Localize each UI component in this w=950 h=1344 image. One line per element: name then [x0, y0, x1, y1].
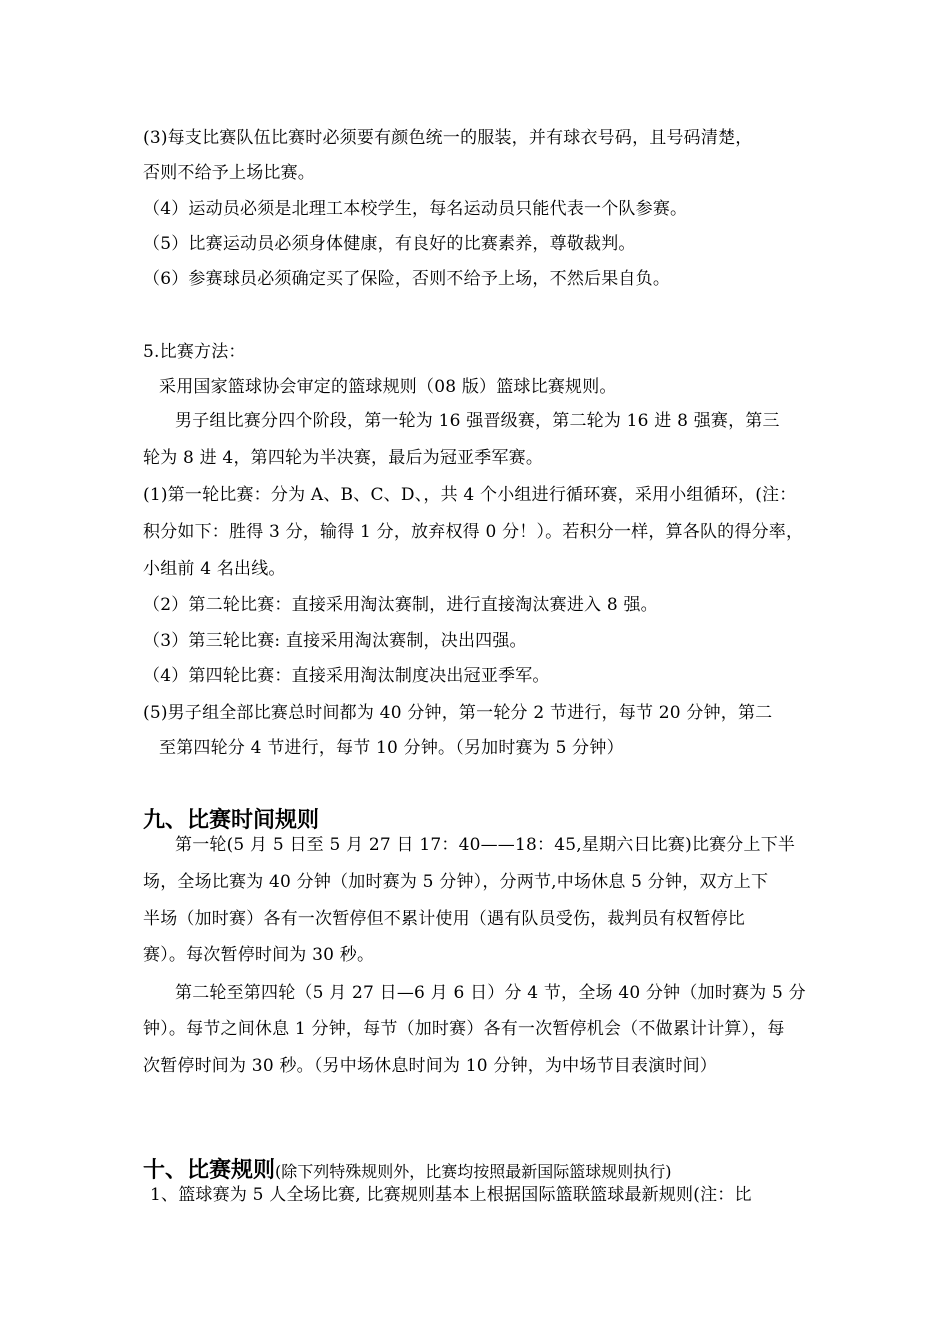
method-line-9: （4）第四轮比赛：直接采用淘汰制度决出冠亚季军。	[143, 666, 550, 686]
section-9-heading: 九、比赛时间规则	[143, 808, 320, 833]
method-line-1: 采用国家篮球协会审定的篮球规则（08 版）篮球比赛规则。	[159, 377, 617, 397]
time-rule-line-1: 第一轮(5 月 5 日至 5 月 27 日 17：40——18：45,星期六日比赛)比赛分上下半	[175, 835, 796, 855]
time-rule-line-2: 场，全场比赛为 40 分钟（加时赛为 5 分钟），分两节,中场休息 5 分钟，双方上下	[143, 872, 769, 892]
rule-line-3b: 否则不给予上场比赛。	[143, 163, 315, 183]
rule-line-6: （6）参赛球员必须确定买了保险，否则不给予上场，不然后果自负。	[143, 269, 671, 289]
time-rule-line-6: 钟）。每节之间休息 1 分钟，每节（加时赛）各有一次暂停机会（不做累计计算），每	[143, 1019, 785, 1039]
method-line-6: 小组前 4 名出线。	[143, 559, 286, 579]
method-line-7: （2）第二轮比赛：直接采用淘汰赛制，进行直接淘汰赛进入 8 强。	[143, 595, 658, 615]
rule-line-4: （4）运动员必须是北理工本校学生，每名运动员只能代表一个队参赛。	[143, 199, 688, 219]
time-rule-line-7: 次暂停时间为 30 秒。（另中场休息时间为 10 分钟，为中场节目表演时间）	[143, 1056, 717, 1076]
method-line-2: 男子组比赛分四个阶段，第一轮为 16 强晋级赛，第二轮为 16 进 8 强赛，第三	[175, 411, 780, 431]
section-10-heading	[143, 1157, 672, 1186]
method-line-4: (1)第一轮比赛：分为 A、B、C、D、，共 4 个小组进行循环赛，采用小组循环，(注：	[143, 485, 797, 505]
rule-line-5: （5）比赛运动员必须身体健康，有良好的比赛素养，尊敬裁判。	[143, 234, 636, 254]
rule-line-3a: (3)每支比赛队伍比赛时必须要有颜色统一的服装，并有球衣号码，且号码清楚，	[143, 128, 753, 148]
method-line-3: 轮为 8 进 4，第四轮为半决赛，最后为冠亚季军赛。	[143, 448, 544, 468]
game-rule-line-1: 1、篮球赛为 5 人全场比赛, 比赛规则基本上根据国际篮联篮球最新规则(注：比	[150, 1185, 752, 1205]
method-line-8: （3）第三轮比赛: 直接采用淘汰赛制，决出四强。	[143, 631, 527, 651]
method-title: 5.比赛方法：	[143, 342, 246, 362]
method-line-11: 至第四轮分 4 节进行，每节 10 分钟。（另加时赛为 5 分钟）	[159, 738, 624, 758]
time-rule-line-5: 第二轮至第四轮（5 月 27 日—6 月 6 日）分 4 节，全场 40 分钟（加时赛为 5 分	[175, 983, 806, 1003]
method-line-5: 积分如下：胜得 3 分，输得 1 分，放弃权得 0 分！）。若积分一样，算各队的得分率，	[143, 522, 804, 542]
time-rule-line-4: 赛）。每次暂停时间为 30 秒。	[143, 945, 375, 965]
section-10-title: 十、比赛规则	[143, 1158, 276, 1183]
method-line-10: (5)男子组全部比赛总时间都为 40 分钟，第一轮分 2 节进行，每节 20 分钟，第二	[143, 703, 773, 723]
section-10-note: (除下列特殊规则外，比赛均按照最新国际篮球规则执行)	[275, 1162, 672, 1181]
time-rule-line-3: 半场（加时赛）各有一次暂停但不累计使用（遇有队员受伤，裁判员有权暂停比	[143, 909, 745, 929]
